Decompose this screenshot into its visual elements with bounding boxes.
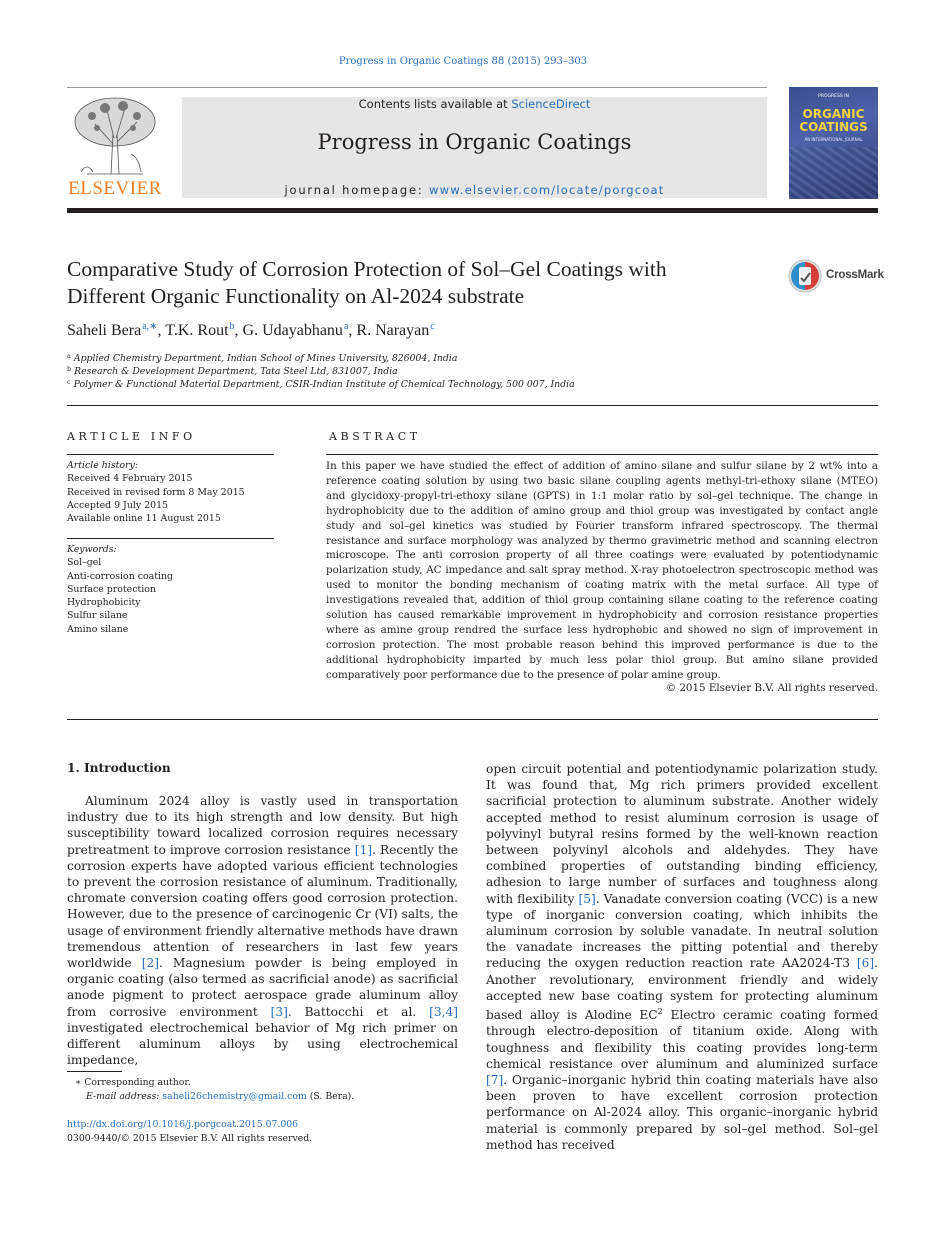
crossmark-label: CrossMark	[826, 269, 884, 281]
affiliation-mark: a	[67, 352, 71, 360]
author-separator: ,	[234, 322, 243, 339]
issn-copyright: 0300-9440/© 2015 Elsevier B.V. All rights reserved.	[67, 1133, 313, 1144]
affiliation-a	[67, 352, 457, 364]
article-history	[67, 459, 245, 525]
cover-image	[789, 147, 878, 199]
affiliation-c	[67, 378, 575, 390]
keyword: Sulfur silane	[67, 610, 128, 622]
body-text: open circuit potential and potentiodynamic polarization study. It was found that, Mg rich primers provided excellent sacrificial protection to aluminum substrate. Another widely accepted method to resist aluminum corrosion is usage of polyvinyl butyral resins formed by the well-known reaction between polyvinyl alcohols and aldehydes. They have combined properties of outstanding binding efficiency, adhesion to large number of surfaces and toughness along with flexibility	[486, 762, 878, 906]
homepage-prefix: journal homepage:	[284, 183, 429, 197]
journal-homepage	[182, 183, 767, 197]
author-separator: ,	[348, 322, 357, 339]
citation-link[interactable]: [3]	[270, 1004, 288, 1019]
author-name[interactable]: R. Narayan	[356, 322, 430, 339]
abstract-heading: ABSTRACT	[329, 430, 421, 443]
intro-column-left	[67, 793, 458, 1068]
article-title-line1: Comparative Study of Corrosion Protection of Sol–Gel Coatings with	[67, 257, 667, 281]
abstract-divider	[326, 454, 878, 455]
author-affiliation-mark[interactable]: a,∗	[142, 321, 158, 332]
title-divider	[67, 405, 878, 406]
cover-subtitle: AN INTERNATIONAL JOURNAL	[804, 137, 863, 142]
citation-link[interactable]: [5]	[578, 891, 596, 906]
body-text: Aluminum 2024 alloy is vastly used in transportation industry due to its high strength and low density. But high susceptibility toward localized corrosion requires necessary pretreatment to improve corrosion resistance	[67, 794, 458, 857]
citation-link[interactable]: [7]	[486, 1072, 504, 1087]
superscript: 2	[657, 1007, 663, 1017]
author-affiliation-mark[interactable]: c	[430, 321, 435, 332]
intro-paragraph	[486, 761, 878, 1153]
history-accepted: Accepted 9 July 2015	[67, 499, 168, 511]
history-received: Received 4 February 2015	[67, 473, 193, 485]
citation-link[interactable]: [1]	[354, 842, 372, 857]
intro-paragraph	[67, 793, 458, 1068]
affiliation-mark: c	[67, 378, 71, 386]
section-heading-introduction: 1. Introduction	[67, 761, 171, 775]
crossmark-icon	[788, 259, 822, 293]
doi-link[interactable]	[67, 1119, 298, 1130]
contents-line	[182, 97, 767, 111]
body-text: investigated electrochemical behavior of Mg rich primer on different aluminum alloys by using electrochemical impedance,	[67, 1020, 458, 1068]
cover-title-line1: ORGANIC	[802, 107, 865, 121]
author-affiliation-mark[interactable]: b	[229, 321, 235, 332]
history-revised: Received in revised form 8 May 2015	[67, 486, 245, 498]
author-name[interactable]: Saheli Bera	[67, 322, 142, 339]
history-label: Article history:	[67, 460, 138, 471]
affiliation-text: Applied Chemistry Department, Indian School of Mines University, 826004, India	[73, 353, 458, 364]
author-affiliation-mark[interactable]: a	[343, 321, 349, 332]
body-text: . Organic–inorganic hybrid thin coating materials have also been proven to have excellent corrosion protection performance on Al-2024 alloy. This organic–inorganic hybrid material is commonly prepared by sol–gel method. Sol–gel method has received	[486, 1072, 878, 1152]
keyword: Surface protection	[67, 583, 156, 595]
elsevier-tree-icon	[67, 94, 163, 178]
email-label: E-mail address:	[86, 1091, 163, 1102]
corresponding-author-note: ∗ Corresponding author.	[75, 1077, 191, 1088]
email-suffix: (S. Bera).	[306, 1091, 355, 1102]
author-name[interactable]: T.K. Rout	[165, 322, 229, 339]
journal-citation[interactable]: Progress in Organic Coatings 88 (2015) 293–303	[338, 56, 588, 67]
contents-prefix: Contents lists available at	[358, 97, 512, 111]
keywords	[67, 543, 173, 636]
header-divider	[67, 87, 767, 88]
keywords-label: Keywords:	[67, 544, 117, 555]
doi-text[interactable]: http://dx.doi.org/10.1016/j.porgcoat.2015.07.006	[67, 1119, 299, 1130]
body-text: . Vanadate conversion coating (VCC) is a new type of inorganic conversion coating, which inhibits the aluminum corrosion by soluble vanadate. In neutral solution the vanadate increases the pitting potential and thereby reducing the oxygen reduction reaction rate AA2024-T3	[486, 891, 878, 971]
citation-link[interactable]: [6]	[856, 956, 875, 971]
abstract-text: In this paper we have studied the effect of addition of amino silane and sulfur silane by 2 wt% into a reference coating solution by using two basic silane coupling agents methyl-tri-ethoxy silane (MTEO) and glycidoxy-propyl-tri-ethoxy silane (GPTS) in 1:1 molar ratio by sol–gel technique. The change in hydrophobicity due to the addition of amino group and thiol group was investigated by contact angle study and sol–gel kinetics was studied by Fourier transform infrared spectroscopy. The thermal resistance and surface morphology was analyzed by thermo gravimetric method and scanning electron microscope. The anti corrosion property of all three coatings were evaluated by potentiodynamic polarization study, AC impedance and salt spray method. X-ray photoelectron spectroscopic method was used to monitor the bonding mechanism of coating matrix with the metal surface. All type of investigations revealed that, addition of thiol group containing silane coating to the reference coating solution has caused remarkable improvement in hydrophobicity and corrosion resistance properties where as amine group rendred the surface less hydrophobic and showed no sign of improvement in corrosion protection. The most probable reason behind this improved performance is due to the additional hydrophobicity imparted by much less polar thiol group. But amino silane provided comparatively poor performance due to the presence of polar amine group.	[326, 460, 878, 681]
cover-kicker: PROGRESS IN	[818, 94, 849, 99]
keyword: Sol–gel	[67, 557, 102, 569]
body-text: . Battocchi et al.	[287, 1004, 430, 1019]
journal-title: Progress in Organic Coatings	[317, 130, 632, 154]
keyword: Anti-corrosion coating	[67, 570, 174, 582]
article-info-heading: ARTICLE INFO	[67, 430, 196, 443]
journal-cover	[789, 87, 878, 199]
cover-title-line2: COATINGS	[799, 120, 868, 134]
abstract-end-divider	[67, 719, 878, 720]
affiliation-b	[67, 365, 398, 377]
elsevier-wordmark: ELSEVIER	[68, 178, 162, 199]
email-link[interactable]: saheli26chemistry@gmail.com	[162, 1091, 307, 1102]
citation-link[interactable]: [2]	[141, 956, 159, 971]
keyword: Hydrophobicity	[67, 597, 141, 609]
author-separator: ,	[157, 322, 166, 339]
intro-column-right	[486, 761, 878, 1153]
history-online: Available online 11 August 2015	[67, 513, 221, 525]
body-text: . Magnesium powder is being employed in organic coating (also termed as sacrificial anode) as sacrificial anode pigment to protect aerospace grade aluminum alloy from corrosive environment	[67, 956, 459, 1019]
article-title	[67, 256, 777, 310]
article-title-line2: Different Organic Functionality on Al-2024 substrate	[67, 284, 525, 308]
affiliation-mark: b	[67, 365, 72, 373]
abstract-copyright: © 2015 Elsevier B.V. All rights reserved.	[665, 682, 878, 694]
affiliation-text: Research & Development Department, Tata Steel Ltd, 831007, India	[74, 366, 398, 377]
crossmark-badge[interactable]	[788, 259, 884, 293]
keyword: Amino silane	[67, 623, 129, 635]
footnote-rule	[67, 1071, 122, 1072]
header-rule	[67, 208, 878, 213]
homepage-link[interactable]: www.elsevier.com/locate/porgcoat	[428, 183, 665, 197]
body-text: . Another revolutionary, environment friendly and widely accepted new base coating system for protecting aluminum based alloy is Alodine EC	[486, 956, 878, 1023]
sciencedirect-link[interactable]: ScienceDirect	[511, 97, 591, 111]
body-text: . Recently the corrosion experts have adopted various efficient technologies to prevent the corrosion resistance of aluminum. Traditionally, chromate conversion coating offers good corrosion protection. However, due to the presence of carcinogenic Cr (VI) salts, the usage of environment friendly alternative methods have drawn tremendous attention of researchers in last few years worldwide	[67, 842, 458, 971]
body-text: Electro ceramic coating formed through electro-deposition of titanium oxide. Along with toughness and flexibility this coating provides long-term chemical resistance over aluminum and aluminized surface	[486, 1008, 878, 1071]
elsevier-logo	[67, 94, 163, 200]
citation-link[interactable]: [3,4]	[429, 1004, 458, 1019]
info-divider	[67, 454, 274, 455]
email-note	[86, 1091, 354, 1102]
affiliation-text: Polymer & Functional Material Department, CSIR-Indian Institute of Chemical Technology, 500 007, India	[73, 379, 575, 390]
keywords-divider	[67, 538, 274, 539]
author-name[interactable]: G. Udayabhanu	[242, 322, 343, 339]
author-list	[67, 321, 435, 340]
cover-title	[789, 108, 878, 134]
